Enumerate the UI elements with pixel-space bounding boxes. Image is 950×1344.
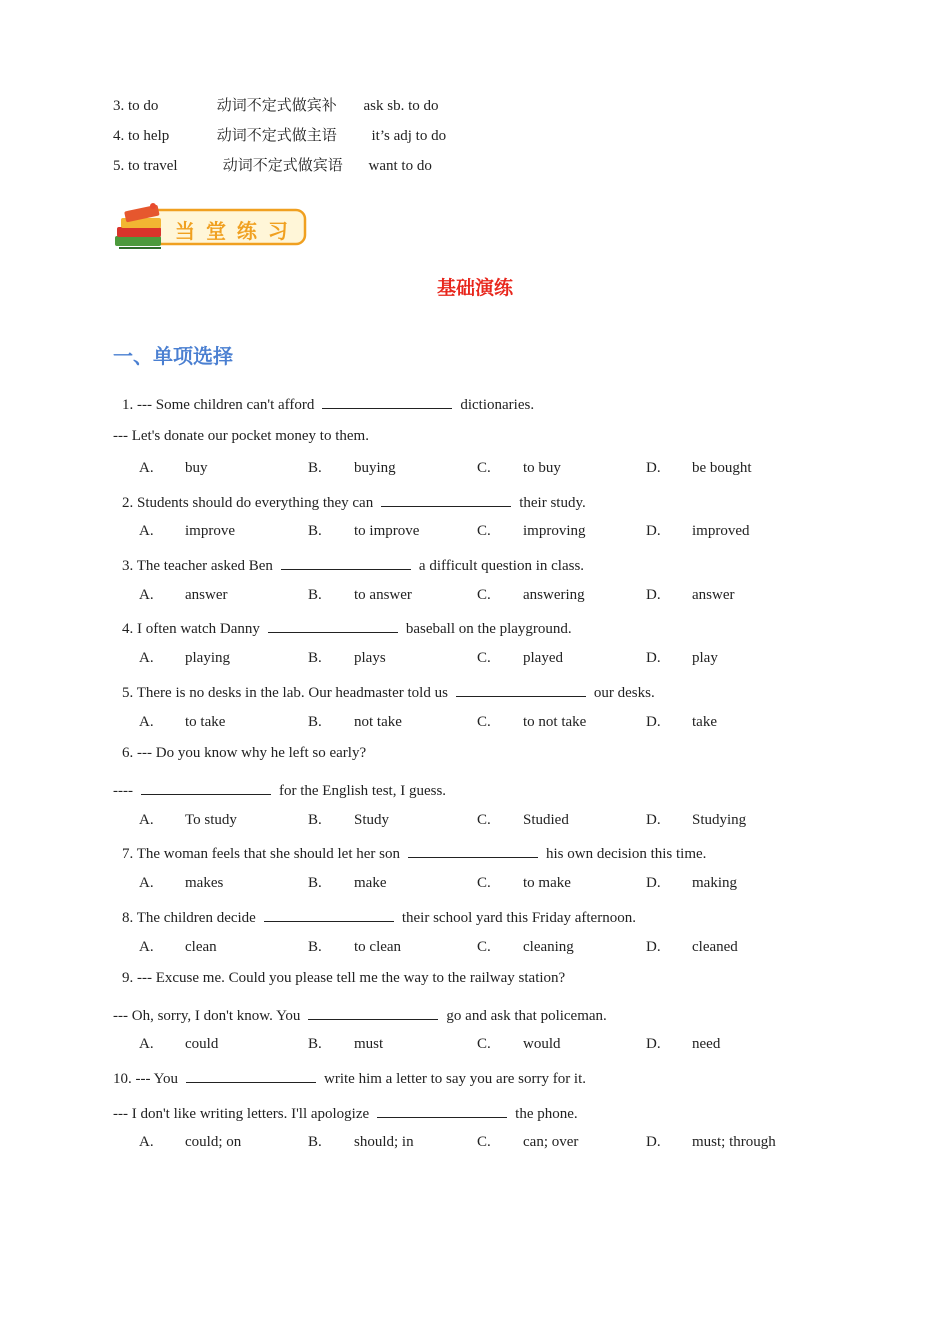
option-text: not take — [354, 714, 402, 730]
option-text: answering — [523, 587, 585, 603]
option-letter: A. — [139, 939, 154, 955]
stem-text: go and ask that policeman. — [446, 1008, 607, 1024]
option-b[interactable] — [308, 1134, 414, 1151]
option-d[interactable] — [646, 587, 734, 604]
option-letter: B. — [308, 523, 322, 539]
grammar-note — [113, 124, 446, 145]
option-a[interactable] — [139, 523, 235, 540]
option-a[interactable] — [139, 650, 230, 667]
option-d[interactable] — [646, 650, 718, 667]
stem-text: 3. The teacher asked Ben — [122, 558, 273, 574]
option-letter: D. — [646, 714, 661, 730]
part-title: 一、单项选择 — [113, 344, 233, 368]
option-text: answer — [185, 587, 228, 603]
option-letter: C. — [477, 714, 491, 730]
option-text: must; through — [692, 1134, 776, 1150]
question-stem — [122, 492, 586, 512]
stem-text: a difficult question in class. — [418, 558, 585, 574]
answer-blank[interactable] — [381, 492, 511, 507]
option-c[interactable] — [477, 1134, 578, 1151]
question-stem — [122, 618, 572, 638]
question-stem — [122, 394, 534, 414]
option-letter: D. — [646, 875, 661, 891]
grammar-note — [113, 94, 439, 115]
option-b[interactable] — [308, 714, 402, 731]
option-b[interactable] — [308, 812, 389, 829]
stem-text: his own decision this time. — [546, 846, 707, 862]
option-d[interactable] — [646, 812, 746, 829]
stem-text: write him a letter to say you are sorry for it. — [324, 1071, 587, 1087]
option-text: answer — [692, 587, 735, 603]
option-letter: B. — [308, 587, 322, 603]
option-c[interactable] — [477, 523, 586, 540]
option-letter: A. — [139, 587, 154, 603]
option-text: improve — [185, 523, 235, 539]
answer-blank[interactable] — [377, 1103, 507, 1118]
option-letter: C. — [477, 587, 491, 603]
option-text: To study — [185, 812, 237, 828]
stem-text: 9. --- Excuse me. Could you please tell me the way to the railway station? — [122, 970, 566, 986]
option-letter: C. — [477, 523, 491, 539]
grammar-note-pattern: want to do — [368, 158, 432, 174]
stem-text: baseball on the playground. — [405, 621, 572, 637]
option-letter: C. — [477, 875, 491, 891]
question-dialog-line — [113, 1005, 607, 1025]
stem-text: 4. I often watch Danny — [122, 621, 260, 637]
option-letter: C. — [477, 812, 491, 828]
option-a[interactable] — [139, 875, 223, 892]
option-letter: A. — [139, 714, 154, 730]
option-c[interactable] — [477, 875, 571, 892]
question-stem — [122, 907, 636, 927]
stem-text: 7. The woman feels that she should let her son — [122, 846, 400, 862]
option-text: Studying — [692, 812, 747, 828]
option-text: make — [354, 875, 387, 891]
stem-text: their study. — [519, 495, 586, 511]
stem-text: the phone. — [515, 1106, 578, 1122]
option-text: playing — [185, 650, 230, 666]
grammar-note-description: 动词不定式做宾语 — [222, 158, 343, 174]
option-text: improving — [523, 523, 586, 539]
option-letter: B. — [308, 812, 322, 828]
option-text: would — [523, 1036, 561, 1052]
option-letter: A. — [139, 523, 154, 539]
option-text: Studied — [523, 812, 569, 828]
option-text: played — [523, 650, 563, 666]
option-text: to not take — [523, 714, 587, 730]
stem-text: 6. --- Do you know why he left so early? — [122, 745, 367, 761]
stem-text: --- Let's donate our pocket money to them. — [113, 428, 369, 444]
option-text: can; over — [523, 1134, 579, 1150]
option-letter: D. — [646, 523, 661, 539]
question-dialog-line — [113, 1103, 578, 1123]
option-d[interactable] — [646, 1036, 720, 1053]
option-d[interactable] — [646, 1134, 776, 1151]
option-letter: B. — [308, 714, 322, 730]
option-letter: C. — [477, 939, 491, 955]
option-text: cleaning — [523, 939, 574, 955]
option-c[interactable] — [477, 714, 586, 731]
option-text: to clean — [354, 939, 402, 955]
option-b[interactable] — [308, 939, 401, 956]
stem-text: --- I don't like writing letters. I'll apologize — [113, 1106, 370, 1122]
option-text: makes — [185, 875, 224, 891]
answer-blank[interactable] — [408, 843, 538, 858]
option-text: Study — [354, 812, 390, 828]
option-letter: A. — [139, 460, 154, 476]
option-text: clean — [185, 939, 217, 955]
stem-text: their school yard this Friday afternoon. — [401, 910, 636, 926]
option-letter: C. — [477, 1134, 491, 1150]
option-letter: D. — [646, 460, 661, 476]
question-dialog-line — [113, 780, 446, 800]
option-b[interactable] — [308, 1036, 383, 1053]
option-a[interactable] — [139, 587, 227, 604]
stem-text: 8. The children decide — [122, 910, 256, 926]
answer-blank[interactable] — [308, 1005, 438, 1020]
option-c[interactable] — [477, 812, 569, 829]
option-letter: B. — [308, 460, 322, 476]
option-letter: D. — [646, 1134, 661, 1150]
option-letter: A. — [139, 1134, 154, 1150]
answer-blank[interactable] — [186, 1068, 316, 1083]
option-text: to answer — [354, 587, 412, 603]
option-text: to improve — [354, 523, 420, 539]
option-letter: B. — [308, 875, 322, 891]
option-c[interactable] — [477, 587, 585, 604]
stem-text: 1. --- Some children can't afford — [122, 397, 315, 413]
option-text: play — [692, 650, 718, 666]
answer-blank[interactable] — [456, 682, 586, 697]
option-letter: D. — [646, 1036, 661, 1052]
stem-text: our desks. — [593, 685, 655, 701]
option-d[interactable] — [646, 523, 750, 540]
option-b[interactable] — [308, 523, 419, 540]
option-a[interactable] — [139, 460, 208, 477]
option-a[interactable] — [139, 714, 225, 731]
option-text: buying — [354, 460, 396, 476]
option-d[interactable] — [646, 875, 737, 892]
grammar-note-pattern: it’s adj to do — [371, 128, 447, 144]
option-text: take — [692, 714, 717, 730]
option-text: plays — [354, 650, 386, 666]
option-text: should; in — [354, 1134, 414, 1150]
stem-text: dictionaries. — [460, 397, 535, 413]
stem-text: 2. Students should do everything they can — [122, 495, 374, 511]
question-stem — [113, 1068, 586, 1088]
grammar-note-description: 动词不定式做主语 — [216, 128, 337, 144]
option-letter: B. — [308, 1036, 322, 1052]
option-a[interactable] — [139, 939, 217, 956]
option-letter: B. — [308, 1134, 322, 1150]
option-c[interactable] — [477, 939, 574, 956]
option-letter: D. — [646, 650, 661, 666]
option-text: need — [692, 1036, 721, 1052]
answer-blank[interactable] — [281, 555, 411, 570]
option-text: buy — [185, 460, 208, 476]
option-letter: C. — [477, 650, 491, 666]
option-a[interactable] — [139, 1036, 218, 1053]
answer-blank[interactable] — [268, 618, 398, 633]
option-letter: A. — [139, 875, 154, 891]
option-c[interactable] — [477, 460, 561, 477]
option-letter: C. — [477, 1036, 491, 1052]
option-c[interactable] — [477, 1036, 561, 1053]
option-a[interactable] — [139, 1134, 241, 1151]
question-stem — [122, 843, 706, 863]
section-title: 基础演练 — [436, 277, 513, 299]
grammar-note-number: 5. to travel — [113, 158, 178, 174]
question-stem — [122, 682, 655, 702]
grammar-note-description: 动词不定式做宾补 — [216, 98, 337, 114]
option-text: to make — [523, 875, 571, 891]
option-letter: A. — [139, 812, 154, 828]
grammar-note-number: 4. to help — [113, 128, 170, 144]
question-stem — [122, 745, 366, 762]
question-stem — [122, 970, 565, 987]
option-text: cleaned — [692, 939, 738, 955]
option-c[interactable] — [477, 650, 563, 667]
answer-blank[interactable] — [264, 907, 394, 922]
option-letter: D. — [646, 939, 661, 955]
stem-text: 5. There is no desks in the lab. Our headmaster told us — [122, 685, 448, 701]
option-b[interactable] — [308, 650, 386, 667]
option-text: to take — [185, 714, 226, 730]
stem-text: ---- — [113, 783, 133, 799]
option-letter: D. — [646, 587, 661, 603]
option-d[interactable] — [646, 714, 717, 731]
answer-blank[interactable] — [141, 780, 271, 795]
question-stem — [122, 555, 584, 575]
grammar-note-pattern: ask sb. to do — [363, 98, 439, 114]
option-b[interactable] — [308, 460, 396, 477]
option-text: improved — [692, 523, 750, 539]
stem-text: for the English test, I guess. — [278, 783, 447, 799]
option-letter: B. — [308, 939, 322, 955]
stem-text: 10. --- You — [113, 1071, 179, 1087]
option-text: be bought — [692, 460, 752, 476]
stem-text: --- Oh, sorry, I don't know. You — [113, 1008, 301, 1024]
option-b[interactable] — [308, 587, 412, 604]
option-letter: A. — [139, 1036, 154, 1052]
option-letter: B. — [308, 650, 322, 666]
option-a[interactable] — [139, 812, 237, 829]
grammar-note — [113, 154, 432, 175]
answer-blank[interactable] — [322, 394, 452, 409]
option-d[interactable] — [646, 939, 738, 956]
option-letter: C. — [477, 460, 491, 476]
option-text: could — [185, 1036, 219, 1052]
option-text: making — [692, 875, 737, 891]
option-text: could; on — [185, 1134, 242, 1150]
question-dialog-line — [113, 428, 369, 445]
banner-text: 当 堂 练 习 — [175, 219, 290, 243]
option-d[interactable] — [646, 460, 752, 477]
option-letter: A. — [139, 650, 154, 666]
practice-banner — [113, 202, 309, 254]
option-letter: D. — [646, 812, 661, 828]
option-b[interactable] — [308, 875, 386, 892]
option-text: must — [354, 1036, 384, 1052]
grammar-note-number: 3. to do — [113, 98, 159, 114]
option-text: to buy — [523, 460, 561, 476]
